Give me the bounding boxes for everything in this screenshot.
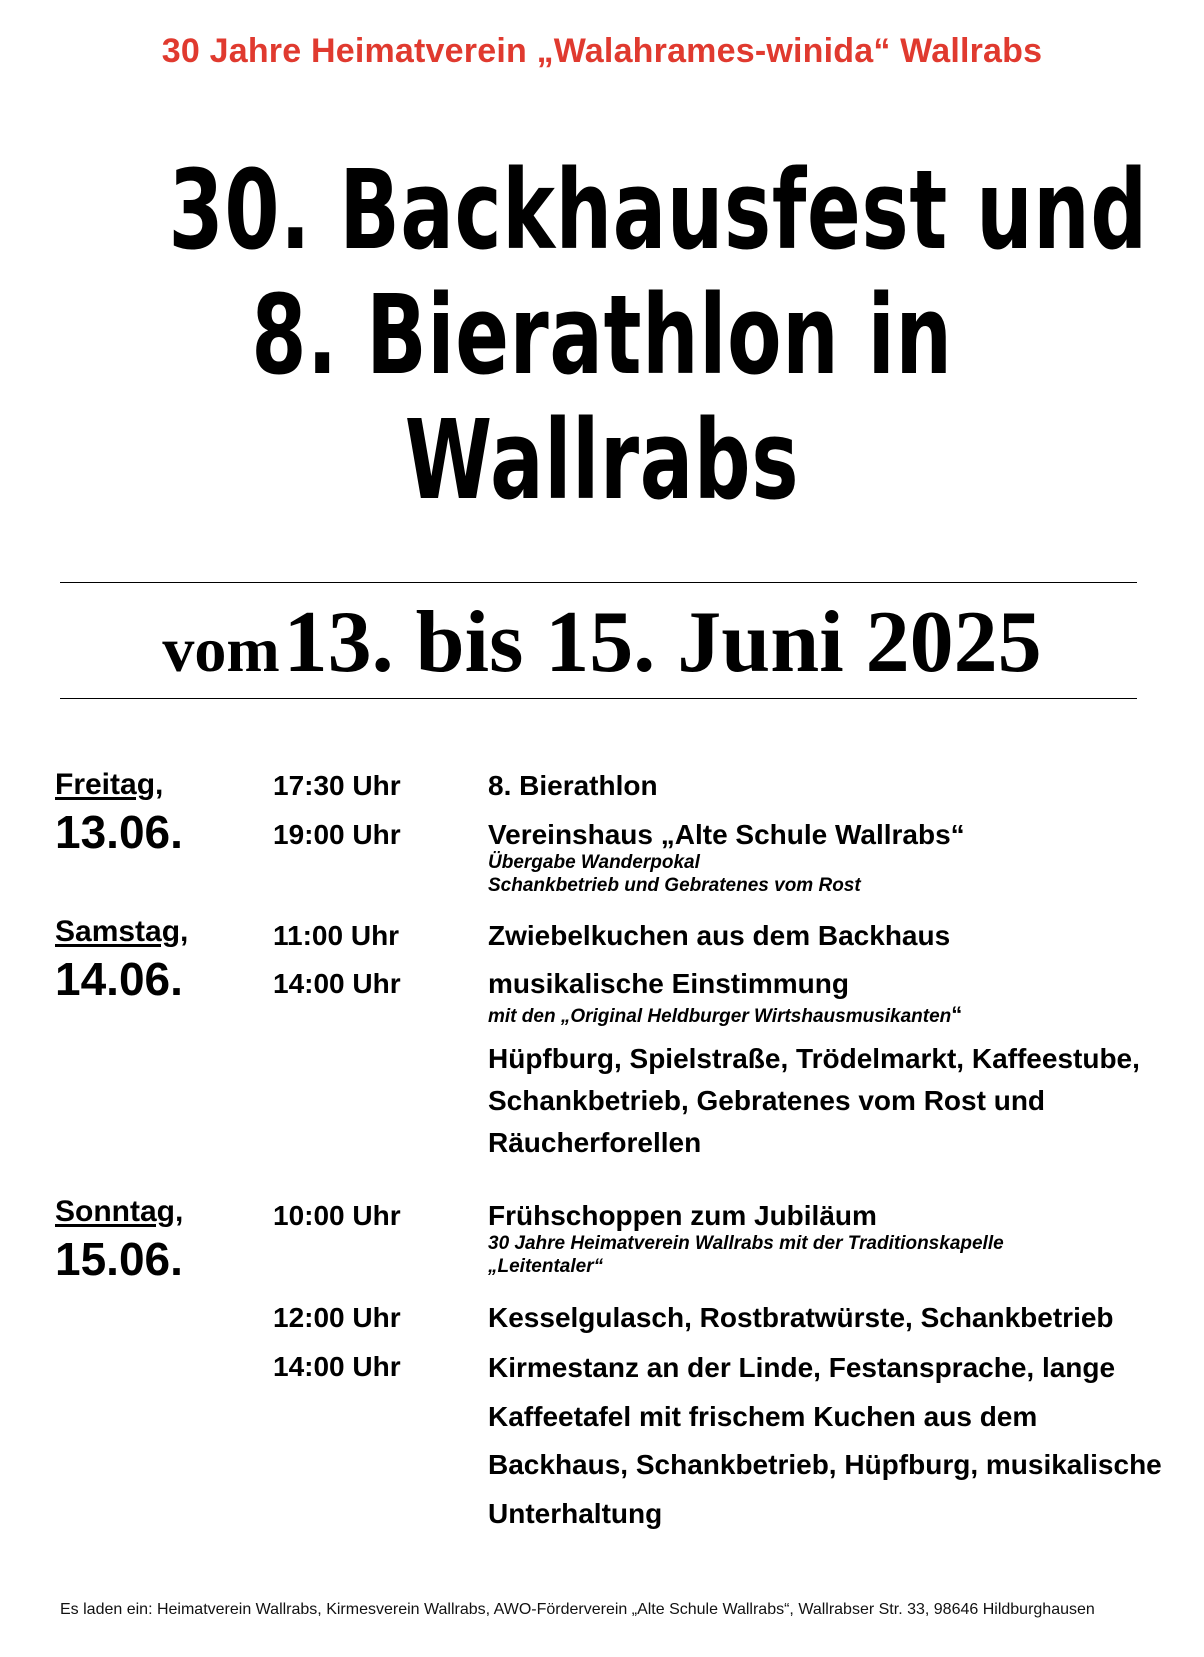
event-details [488, 1003, 962, 1028]
event-title: Vereinshaus „Alte Schule Wallrabs“ [488, 819, 965, 850]
event-time: 19:00 Uhr [273, 819, 401, 850]
organizer-headline: 30 Jahre Heimatverein „Walahrames-winida“ Wallrabs [161, 32, 1043, 70]
event-dates [0, 592, 1204, 693]
event-details [488, 1232, 1004, 1278]
day-label-sunday: Sonntag, [55, 1195, 184, 1228]
event-time: 17:30 Uhr [273, 770, 401, 801]
event-description: Hüpfburg, Spielstraße, Trödelmarkt, Kaffeestube, Schankbetrieb, Gebratenes vom Rost und Räucherforellen [488, 1043, 1140, 1158]
divider-top [60, 582, 1137, 583]
event-title [168, 146, 1148, 524]
event-title: Zwiebelkuchen aus dem Backhaus [488, 920, 951, 951]
divider-bottom [60, 698, 1137, 699]
event-detail-line: 30 Jahre Heimatverein Wallrabs mit der Traditionskapelle [488, 1233, 1004, 1254]
day-date-saturday: 14.06. [55, 953, 183, 1005]
event-detail-line: „Leitentaler“ [488, 1256, 604, 1277]
day-date-friday: 13.06. [55, 806, 183, 858]
day-label-saturday: Samstag, [55, 915, 189, 948]
event-detail-line: Schankbetrieb und Gebratenes vom Rost [488, 875, 861, 896]
event-time: 14:00 Uhr [273, 968, 401, 999]
event-title-line: 8. Bierathlon in [251, 271, 953, 399]
event-title: Kirmestanz an der Linde, Festansprache, lange Kaffeetafel mit frischem Kuchen aus dem Backhaus, Schankbetrieb, Hüpfburg, musikalische Unterhaltung [488, 1352, 1162, 1529]
date-prefix: vom [162, 614, 280, 685]
date-range: 13. bis 15. Juni 2025 [283, 594, 1042, 691]
closing-quote: “ [951, 1002, 963, 1027]
event-title-line: Wallrabs [404, 396, 800, 524]
footer-hosts: Es laden ein: Heimatverein Wallrabs, Kirmesverein Wallrabs, AWO-Förderverein „Alte Schule Wallrabs“, Wallrabser Str. 33, 98646 Hildburghausen [60, 1601, 1095, 1618]
event-time: 14:00 Uhr [273, 1351, 401, 1382]
day-date-sunday: 15.06. [55, 1233, 183, 1285]
event-title: musikalische Einstimmung [488, 968, 849, 999]
day-label-friday: Freitag, [55, 768, 164, 801]
event-detail-text: mit den „Original Heldburger Wirtshausmusikanten [488, 1006, 952, 1027]
event-time: 11:00 Uhr [273, 920, 400, 951]
event-title-line: 30. Backhausfest und [168, 146, 1148, 274]
event-title: 8. Bierathlon [488, 770, 658, 801]
event-title: Frühschoppen zum Jubiläum [488, 1200, 877, 1231]
event-title: Kesselgulasch, Rostbratwürste, Schankbetrieb [488, 1302, 1114, 1333]
event-detail-line: Übergabe Wanderpokal [488, 852, 700, 873]
event-detail-line [488, 1003, 962, 1028]
event-time: 10:00 Uhr [273, 1200, 401, 1231]
event-details [488, 851, 861, 897]
event-time: 12:00 Uhr [273, 1302, 401, 1333]
